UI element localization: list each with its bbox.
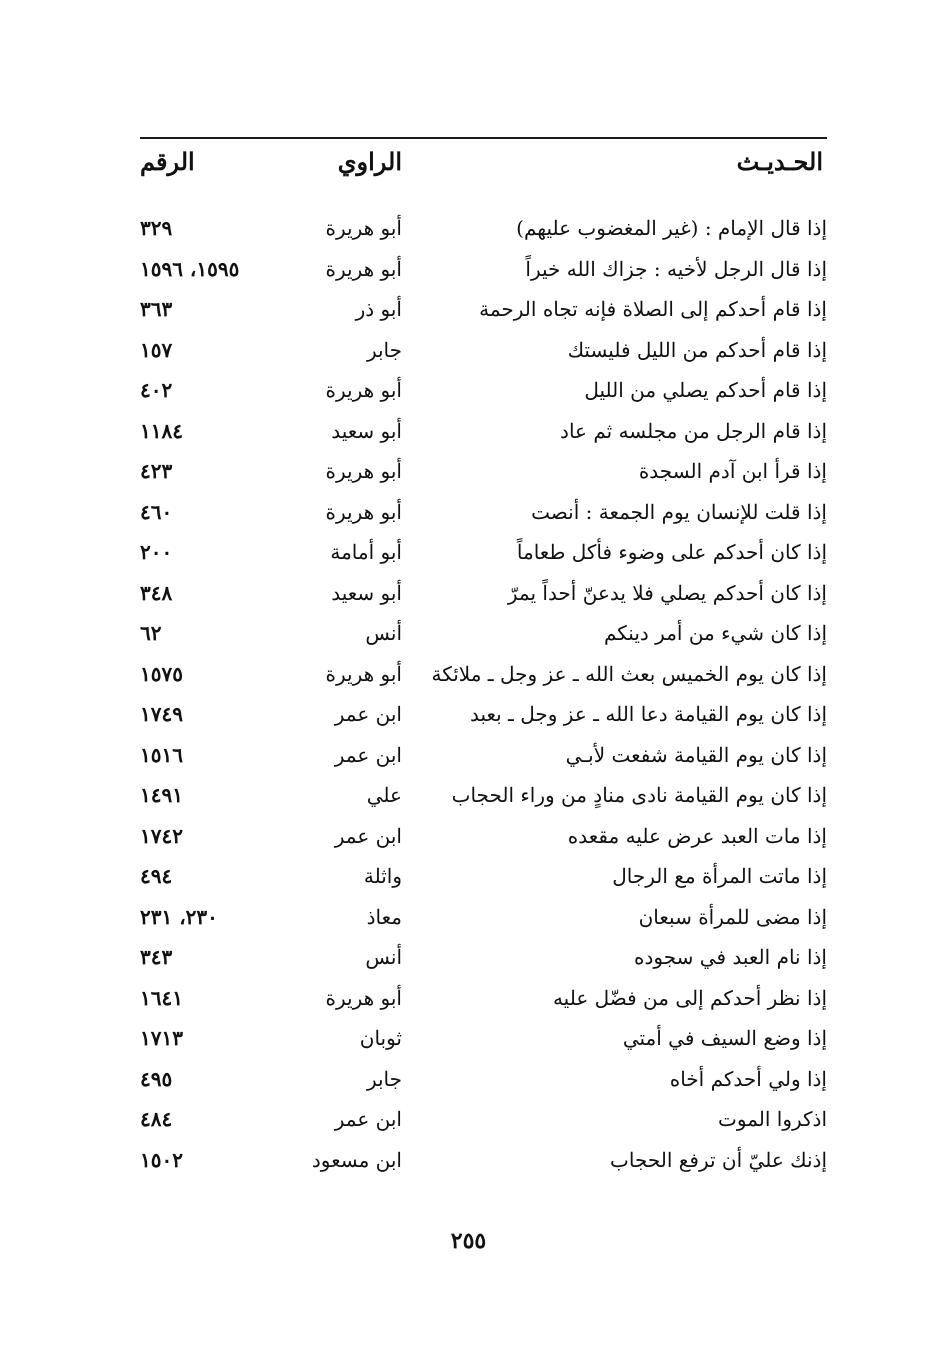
hadith-number: ١٦٤١ [140,985,183,1010]
hadith-number: ٤٠٢ [140,378,173,402]
narrator: واثلة [363,864,402,888]
narrator: أبو هريرة [325,459,402,483]
table-row [140,451,827,492]
hadith-number: ٢٠٠ [140,540,173,564]
hadith-text: إذا وضع السيف في أمتي [622,1026,827,1050]
table-row [140,937,827,978]
table-row [140,532,827,573]
hadith-text: إذا قام أحدكم إلى الصلاة فإنه تجاه الرحمة [479,297,827,321]
table-row [140,370,827,411]
table-row [140,856,827,897]
narrator: أنس [365,945,402,969]
table-row [140,1059,827,1100]
narrator: أبو سعيد [331,418,402,443]
hadith-number: ٤٨٤ [140,1107,173,1131]
narrator: أبو هريرة [325,378,402,402]
table-row [140,1018,827,1059]
header-top-rule [140,137,827,139]
table-row [140,573,827,614]
table-row [140,492,827,533]
hadith-text: إذا قرأ ابن آدم السجدة [638,459,827,483]
hadith-number: ١٥٧٥ [140,661,183,686]
table-row [140,613,827,654]
table-row [140,897,827,938]
table-row [140,816,827,857]
hadith-text: إذا نظر أحدكم إلى من فضّل عليه [552,985,827,1010]
table-row [140,289,827,330]
table-header [140,140,827,184]
table-row [140,411,827,452]
table-row [140,208,827,249]
table-row [140,249,827,290]
narrator: جابر [366,337,402,362]
hadith-text: إذا قام أحدكم يصلي من الليل [584,378,827,402]
hadith-text: إذا نام العبد في سجوده [634,945,827,969]
table-row [140,1099,827,1140]
header-number: الرقم [140,147,195,176]
hadith-number: ٤٩٥ [140,1066,173,1091]
hadith-text: إذا ولي أحدكم أخاه [669,1066,827,1091]
table-row [140,654,827,695]
hadith-number: ٦٢ [140,621,162,645]
hadith-text: إذا كان يوم القيامة دعا الله ـ عز وجل ـ بعبد [469,702,827,726]
narrator: أبو هريرة [325,499,402,524]
hadith-text: اذكروا الموت [718,1107,827,1131]
hadith-number: ١٧٤٩ [140,702,183,726]
table-row [140,1140,827,1181]
narrator: أبو ذر [355,297,402,321]
hadith-number: ٤٦٠ [140,499,173,524]
narrator: ابن عمر [334,1107,402,1131]
narrator: أبو هريرة [325,256,402,281]
narrator: أبو أمامة [330,540,402,564]
hadith-index-table [140,208,827,1180]
hadith-number: ١٤٩١ [140,783,183,807]
hadith-number: ٣٤٣ [140,945,173,969]
hadith-number: ١٥٠٢ [140,1147,183,1172]
hadith-number: ١٥٧ [140,337,173,362]
hadith-text: إذا كان أحدكم على وضوء فأكل طعاماً [516,540,827,564]
hadith-number: ٢٣٠، ٢٣١ [140,904,218,929]
hadith-text: إذا ماتت المرأة مع الرجال [612,864,827,888]
narrator: ابن عمر [334,742,402,767]
hadith-number: ٤٩٤ [140,864,173,888]
hadith-text: إذا قام أحدكم من الليل فليستك [567,337,827,362]
hadith-number: ٤٢٣ [140,459,173,483]
hadith-text: إذا قلت للإنسان يوم الجمعة : أنصت [531,499,827,524]
hadith-text: إذا مضى للمرأة سبعان [638,904,827,929]
narrator: معاذ [366,904,402,929]
narrator: علي [366,783,402,807]
narrator: ابن عمر [334,702,402,726]
narrator: أبو سعيد [331,580,402,605]
narrator: ابن عمر [334,823,402,848]
hadith-number: ١٧٤٢ [140,823,183,848]
hadith-text: إذا كان يوم القيامة شفعت لأبـي [565,742,827,767]
hadith-number: ١٥١٦ [140,742,183,767]
narrator: أنس [365,621,402,645]
header-rawi: الراوي [337,147,402,176]
hadith-number: ١١٨٤ [140,418,183,443]
hadith-number: ٣٤٨ [140,580,173,605]
hadith-text: إذا مات العبد عرض عليه مقعده [567,823,827,848]
hadith-number: ١٥٩٥، ١٥٩٦ [140,256,240,281]
hadith-number: ٣٢٩ [140,216,173,240]
narrator: ثوبان [359,1026,402,1050]
hadith-text: إذا قام الرجل من مجلسه ثم عاد [560,418,827,443]
table-row [140,735,827,776]
page-number: ٢٥٥ [450,1228,487,1254]
hadith-text: إذنك عليّ أن ترفع الحجاب [610,1147,827,1172]
hadith-text: إذا كان يوم القيامة نادى منادٍ من وراء الحجاب [451,783,827,807]
hadith-text: إذا قال الرجل لأخيه : جزاك الله خيراً [525,256,827,281]
narrator: ابن مسعود [311,1147,402,1172]
hadith-text: إذا قال الإمام : (غير المغضوب عليهم) [516,216,827,240]
table-row [140,978,827,1019]
narrator: جابر [366,1066,402,1091]
table-row [140,330,827,371]
hadith-text: إذا كان شيء من أمر دينكم [603,621,827,645]
hadith-number: ١٧١٣ [140,1026,183,1050]
hadith-text: إذا كان يوم الخميس بعث الله ـ عز وجل ـ ملائكة [431,661,827,686]
header-hadith: الحـديـث [736,147,823,176]
narrator: أبو هريرة [325,985,402,1010]
narrator: أبو هريرة [325,661,402,686]
hadith-text: إذا كان أحدكم يصلي فلا يدعنّ أحداً يمرّ [507,580,827,605]
table-row [140,694,827,735]
table-row [140,775,827,816]
hadith-number: ٣٦٣ [140,297,173,321]
narrator: أبو هريرة [325,216,402,240]
